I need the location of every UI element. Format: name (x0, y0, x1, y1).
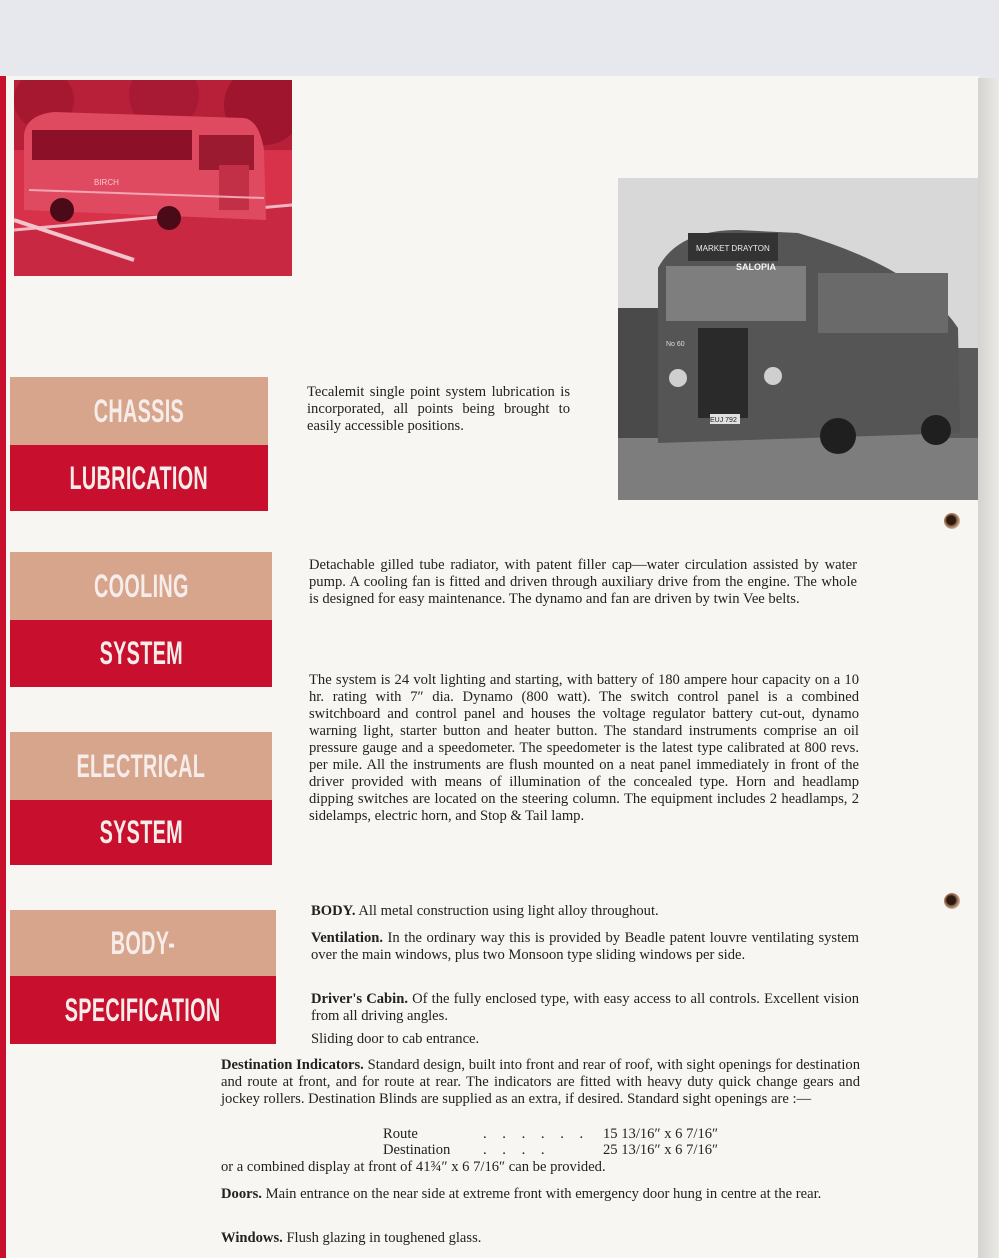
punch-hole (944, 513, 960, 529)
electrical-paragraph: The system is 24 volt lighting and starting, with battery of 180 ampere hour capacity on a 10 hr. rating with 7″ dia. Dynamo (800 watt). The switch control panel is a combined switchboard and control panel and houses the voltage regulator battery cut-out, dynamo warning light, starter button and heater button. The standard instruments comprise an oil pressure gauge and a speedometer. The speedometer is the latest type calibrated at 800 revs. per mile. All the instruments are flush mounted on a neat panel immediately in front of the driver provided with means of illumination of the concealed type. Horn and headlamp dipping switches are located on the steering column. The equipment includes 2 headlamps, 2 sidelamps, electric horn, and Stop & Tail lamp. (309, 672, 859, 824)
electrical-heading: ELECTRICAL (10, 732, 272, 800)
chassis-heading: CHASSIS (10, 377, 268, 445)
page-binding-edge (0, 76, 6, 1258)
doors-paragraph: Doors. Main entrance on the near side at extreme front with emergency door hung in centre at the rear. (221, 1186, 822, 1202)
sliding-door-line: Sliding door to cab entrance. (311, 1031, 480, 1047)
red-tinted-bus-photo (14, 80, 292, 276)
specification-heading: SPECIFICATION (10, 976, 276, 1044)
windows-paragraph: Windows. Flush glazing in toughened glass. (221, 1230, 482, 1246)
ventilation-paragraph: Ventilation. In the ordinary way this is provided by Beadle patent louvre ventilating system over the main windows, plus two Monsoon type sliding windows per side. (311, 930, 859, 963)
sight-openings-table (383, 1126, 718, 1158)
red-bus-fleet-name: BIRCH (94, 178, 119, 187)
body-paragraph: BODY. All metal construction using light alloy throughout. (311, 903, 659, 919)
next-page-edge (978, 78, 999, 1258)
coach-registration-plate: EUJ 792 (710, 417, 737, 424)
punch-hole (944, 893, 960, 909)
cooling-paragraph: Detachable gilled tube radiator, with patent filler cap—water circulation assisted by water pump. A cooling fan is fitted and driven through auxiliary drive from the engine. The whole is designed for easy maintenance. The dynamo and fan are driven by twin Vee belts. (309, 557, 857, 607)
body-heading: BODY- (10, 910, 276, 976)
destination-indicators-paragraph: Destination Indicators. Standard design, built into front and rear of roof, with sight openings for destination and route at front, and for route at rear. The indicators are fitted with heavy duty quick change gears and jockey rollers. Destination Blinds are supplied as an extra, if desired. Standard sight openings are :— (221, 1057, 860, 1107)
coach-destination-blind: MARKET DRAYTON (696, 244, 770, 253)
lubrication-heading: LUBRICATION (10, 445, 268, 511)
salopia-coach-photo (618, 178, 978, 500)
coach-fleet-number: No 60 (666, 341, 685, 348)
coach-fleet-name: SALOPIA (736, 262, 777, 272)
cooling-system-heading: SYSTEM (10, 620, 272, 687)
lubrication-paragraph: Tecalemit single point system lubrication is incorporated, all points being brought to easily accessible positions. (307, 384, 570, 434)
route-opening-row: Route . . . . . . 15 13/16″ x 6 7/16″ (383, 1126, 719, 1142)
cooling-heading: COOLING (10, 552, 272, 620)
electrical-system-heading: SYSTEM (10, 800, 272, 865)
drivers-cabin-paragraph: Driver's Cabin. Of the fully enclosed type, with easy access to all controls. Excellent vision from all driving angles. (311, 991, 860, 1024)
destination-opening-row: Destination . . . . 25 13/16″ x 6 7/16″ (383, 1142, 719, 1158)
combined-display-line: or a combined display at front of 41¾″ x 6 7/16″ can be provided. (221, 1159, 606, 1175)
